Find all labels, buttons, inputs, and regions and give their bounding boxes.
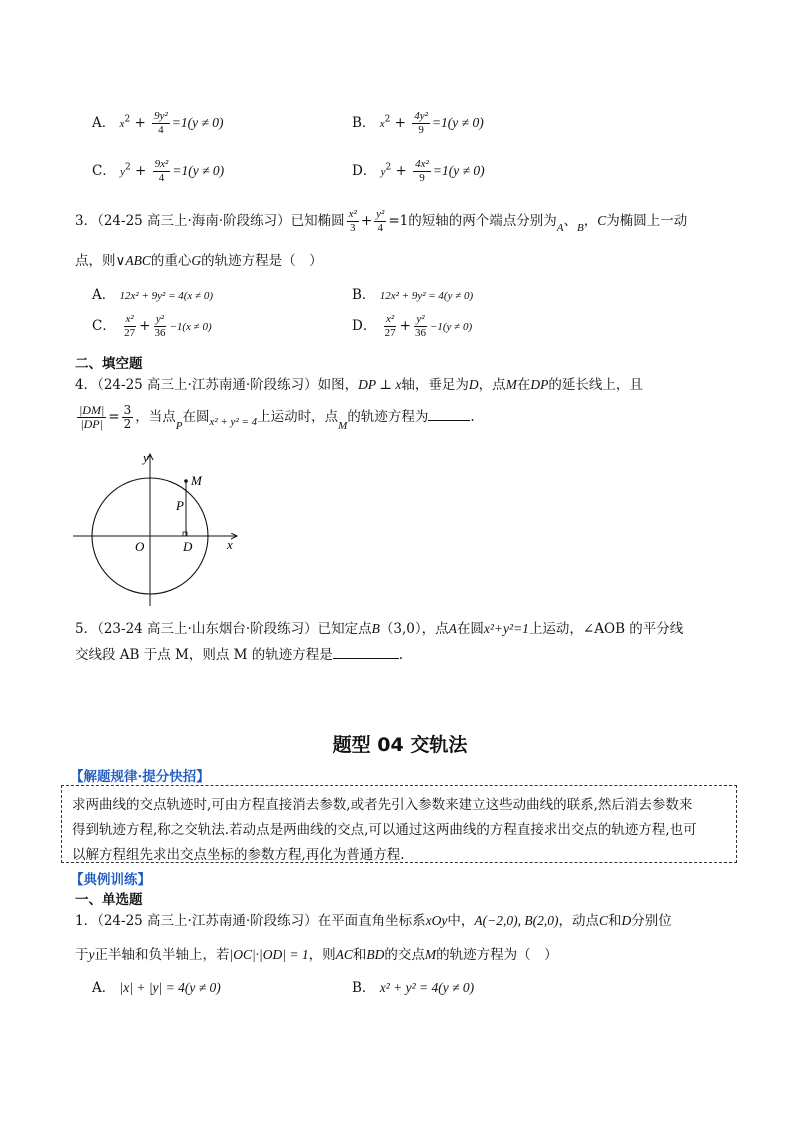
label-d: D bbox=[183, 539, 193, 554]
q1-option-a: A． |x| + |y| = 4(y ≠ 0) bbox=[92, 980, 221, 996]
label-p: P bbox=[176, 498, 184, 513]
tip-line-2: 得到轨迹方程,称之交轨法.若动点是两曲线的交点,可以通过这两曲线的方程直接求出交点的轨迹方程,也可 bbox=[72, 822, 697, 838]
q3-stem-line2: 点，则∨ABC的重心G的轨迹方程是（ ） bbox=[75, 253, 323, 269]
label-y: y bbox=[143, 450, 149, 465]
label-x: x bbox=[227, 537, 233, 552]
q2-option-c: C． $y^2$ + $\frac{\text{9x²}}{4}$ =1(y ≠ 0) bbox=[92, 158, 225, 184]
section-fill-title: 二、填空题 bbox=[75, 356, 143, 372]
label-o: O bbox=[135, 539, 145, 554]
example-tag: 【典例训练】 bbox=[70, 872, 151, 888]
tip-line-1: 求两曲线的交点轨迹时,可由方程直接消去参数,或者先引入参数来建立这些动曲线的联系,然后消去参数来 bbox=[72, 797, 693, 813]
q5-answer-blank[interactable] bbox=[333, 646, 399, 659]
q2-option-b: B． $x^2$ + $\frac{\text{4y²}}{9}$ =1(y ≠ 0) bbox=[352, 110, 484, 136]
q3-frac-y: $\frac{\text{y²}}{4}$ bbox=[376, 208, 385, 234]
q5-stem-line2: 交线段 AB 于点 M，则点 M 的轨迹方程是 . bbox=[75, 647, 404, 663]
q3-option-c: C． $\frac{\text{x²}}{27}$ + $\frac{\text{y²}}{36}$ −1(x ≠ 0) bbox=[92, 313, 212, 339]
q3-option-b: B． 12x² + 9y² = 4(y ≠ 0) bbox=[352, 287, 474, 303]
q2-b-fraction: $\frac{\text{4y²}}{9}$ bbox=[414, 110, 428, 136]
q2-c-fraction: $\frac{\text{9x²}}{4}$ bbox=[154, 158, 169, 184]
q4-stem-line1: 4．（24-25 高三上·江苏南通·阶段练习）如图，DP ⊥ x轴，垂足为D，点M在DP的延长线上，且 bbox=[75, 377, 643, 393]
point-m bbox=[184, 479, 188, 483]
section-heading: 题型 04 交轨法 bbox=[332, 734, 468, 756]
q4-stem-line2: $\frac{|DM|}{|DP|}$ = $\frac{3}{2}$ ，当点$_P$在圆$_{x^2 + y^2 = 4}$上运动时，点$_M$的轨迹方程为 . bbox=[79, 403, 475, 432]
q2-d-fraction: $\frac{\text{4x²}}{9}$ bbox=[415, 158, 429, 184]
section-single-title: 一、单选题 bbox=[75, 892, 143, 908]
q2-option-a: A． $x^2$ + $\frac{\text{9y²}}{4}$ =1(y ≠ 0) bbox=[92, 110, 224, 136]
q1-stem-line2: 于y正半轴和负半轴上，若|OC|·|OD| = 1，则AC和BD的交点M的轨迹方程为（ ） bbox=[75, 947, 558, 963]
q4-answer-blank[interactable] bbox=[428, 408, 470, 421]
q2-a-fraction: $\frac{\text{9y²}}{4}$ bbox=[154, 110, 168, 136]
q3-option-a: A． 12x² + 9y² = 4(x ≠ 0) bbox=[92, 287, 213, 303]
q5-stem-line1: 5．（23-24 高三上·山东烟台·阶段练习）已知定点B（3,0），点A在圆x²+y²=1上运动，∠AOB 的平分线 bbox=[75, 621, 684, 637]
q2-option-d: D． $y^2$ + $\frac{\text{4x²}}{9}$ =1(y ≠ 0) bbox=[352, 158, 485, 184]
label-m: M bbox=[191, 473, 202, 488]
q1-option-b: B． x² + y² = 4(y ≠ 0) bbox=[352, 980, 475, 996]
q3-stem-line1: 3．（24-25 高三上·海南·阶段练习）已知椭圆 $\frac{\text{x²}}{3}$ + $\frac{\text{y²}}{4}$ =1的短轴的两个端点分别为$_A$、$_B$，C为椭圆上一动 bbox=[75, 208, 688, 234]
tip-line-3: 以解方程组先求出交点坐标的参数方程,再化为普通方程. bbox=[72, 847, 405, 863]
q1-stem-line1: 1．（24-25 高三上·江苏南通·阶段练习）在平面直角坐标系xOy中，A(−2,0), B(2,0)，动点C和D分别位 bbox=[75, 913, 672, 929]
q4-circle-figure bbox=[65, 448, 250, 608]
q3-frac-x: $\frac{\text{x²}}{3}$ bbox=[348, 208, 357, 234]
q3-option-d: D． $\frac{\text{x²}}{27}$ + $\frac{\text{y²}}{36}$ −1(y ≠ 0) bbox=[352, 313, 473, 339]
tip-tag: 【解题规律·提分快招】 bbox=[70, 769, 210, 785]
